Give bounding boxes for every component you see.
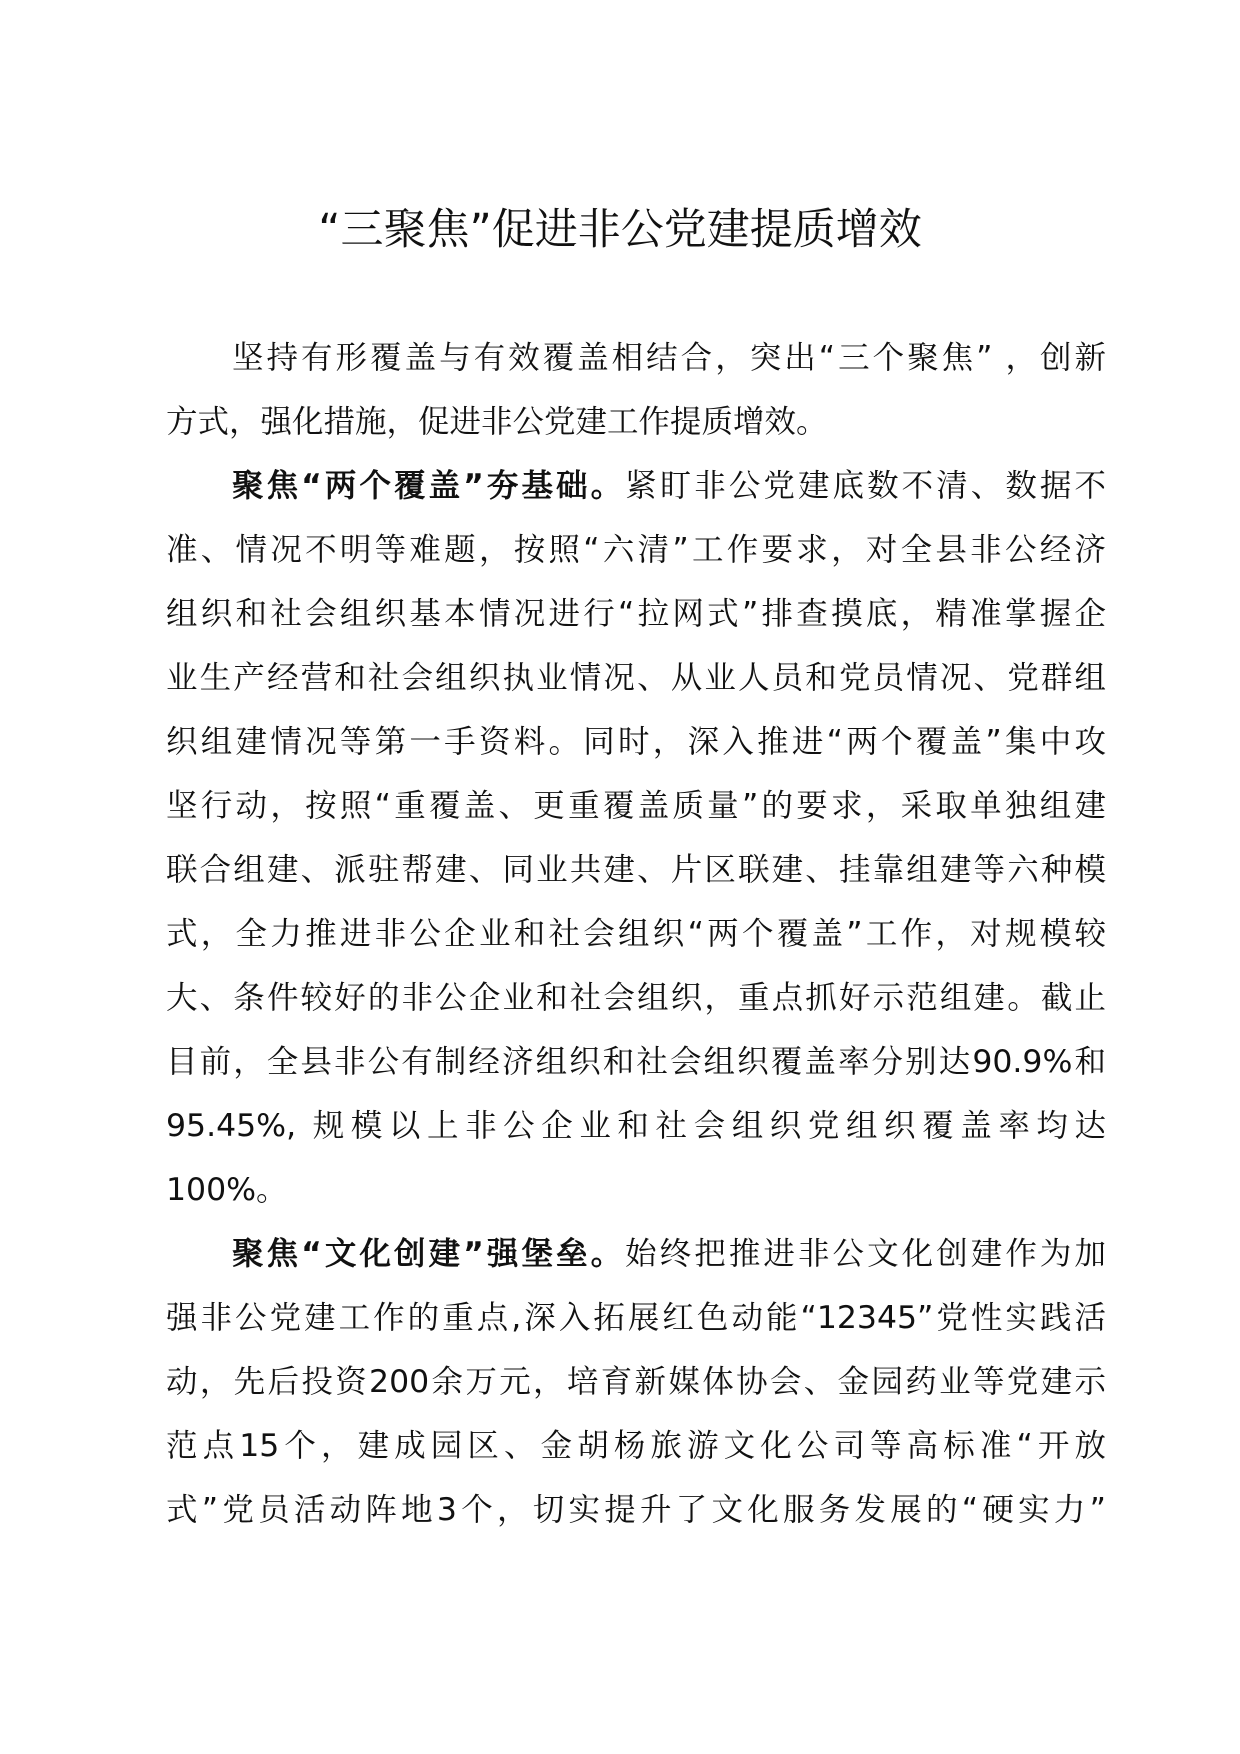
body-line: [166, 966, 1106, 1030]
body-line: [166, 1030, 1106, 1094]
body-line: [166, 1414, 1106, 1478]
line-text: 式”党员活动阵地3个，切实提升了文化服务发展的“硬实力”: [166, 1492, 1106, 1528]
body-line: [166, 454, 1106, 518]
body-line: [166, 902, 1106, 966]
body-line: [166, 390, 1106, 454]
line-text: 动，先后投资200余万元，培育新媒体协会、金园药业等党建示: [166, 1364, 1106, 1400]
body-line: [166, 1478, 1106, 1542]
line-text: 业生产经营和社会组织执业情况、从业人员和党员情况、党群组: [166, 660, 1106, 696]
line-text: 范点15个，建成园区、金胡杨旅游文化公司等高标准“开放: [166, 1428, 1106, 1464]
line-text: 坚持有形覆盖与有效覆盖相结合，突出“三个聚焦” ，创新: [232, 340, 1106, 376]
document-title: “三聚焦”促进非公党建提质增效: [318, 205, 922, 255]
line-text: 式，全力推进非公企业和社会组织“两个覆盖”工作，对规模较: [166, 916, 1106, 952]
body-line: [166, 1286, 1106, 1350]
body-line: [166, 518, 1106, 582]
body-line: [166, 646, 1106, 710]
line-text: 大、条件较好的非公企业和社会组织，重点抓好示范组建。截止: [166, 980, 1106, 1016]
body-line: [166, 774, 1106, 838]
line-text: 始终把推进非公文化创建作为加: [625, 1236, 1106, 1272]
body-line: [166, 1350, 1106, 1414]
body-line: [166, 1158, 1106, 1222]
body-line: [166, 326, 1106, 390]
line-text: 联合组建、派驻帮建、同业共建、片区联建、挂靠组建等六种模: [166, 852, 1106, 888]
line-text: 紧盯非公党建底数不清、数据不: [625, 468, 1106, 504]
line-text: 准、情况不明等难题，按照“六清”工作要求，对全县非公经济: [166, 532, 1106, 568]
line-text: 方式，强化措施，促进非公党建工作提质增效。: [166, 404, 828, 440]
section-heading: 聚焦“文化创建”强堡垒。: [232, 1236, 626, 1272]
body-line: [166, 1094, 1106, 1158]
body-line: [166, 838, 1106, 902]
section-heading: 聚焦“两个覆盖”夯基础。: [232, 468, 626, 504]
line-text: 织组建情况等第一手资料。同时，深入推进“两个覆盖”集中攻: [166, 724, 1106, 760]
line-text: 强非公党建工作的重点,深入拓展红色动能“12345”党性实践活: [166, 1300, 1106, 1336]
line-text: 坚行动，按照“重覆盖、更重覆盖质量”的要求，采取单独组建: [166, 788, 1106, 824]
line-text: 95.45%, 规模以上非公企业和社会组织党组织覆盖率均达: [166, 1108, 1106, 1144]
body-line: [166, 710, 1106, 774]
body-line: [166, 1222, 1106, 1286]
line-text: 100%。: [166, 1172, 288, 1208]
line-text: 目前，全县非公有制经济组织和社会组织覆盖率分别达90.9%和: [166, 1044, 1106, 1080]
body-line: [166, 582, 1106, 646]
line-text: 组织和社会组织基本情况进行“拉网式”排查摸底，精准掌握企: [166, 596, 1106, 632]
